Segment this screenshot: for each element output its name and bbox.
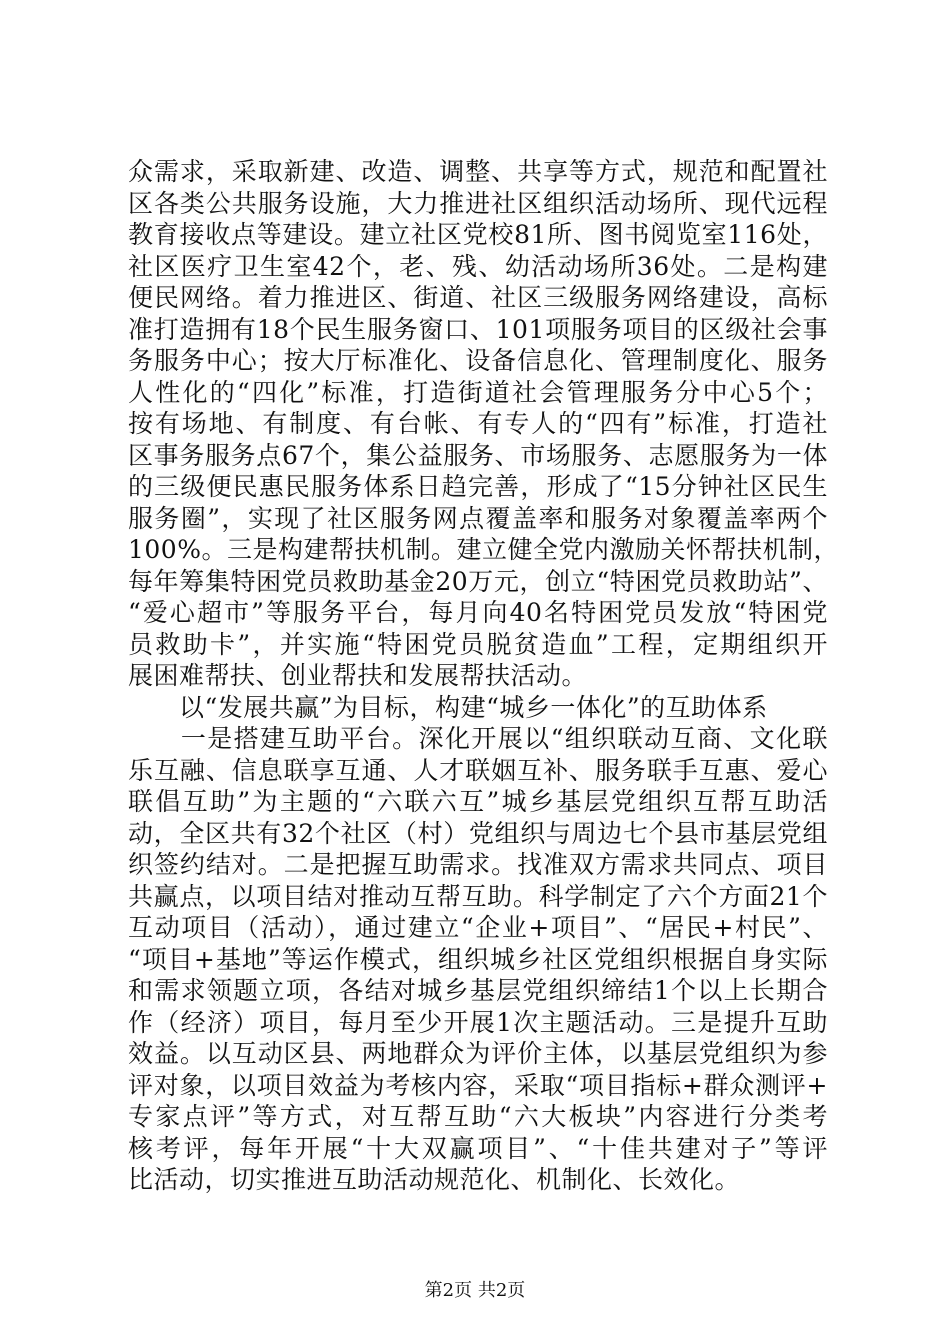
text-line: 乐互融、信息联享互通、人才联姻互补、服务联手互惠、爱心 [128,755,828,785]
text-line: 区各类公共服务设施，大力推进社区组织活动场所、现代远程 [128,188,828,218]
text-line: 便民网络。着力推进区、街道、社区三级服务网络建设，高标 [128,283,828,312]
page-number-footer: 第2页 共2页 [424,1280,526,1301]
text-line: 织签约结对。二是把握互助需求。找准双方需求共同点、项目 [128,850,828,879]
text-line: 务服务中心；按大厅标准化、设备信息化、管理制度化、服务 [128,346,828,375]
text-line: 效益。以互动区县、两地群众为评价主体，以基层党组织为参 [128,1039,828,1068]
text-line: “爱心超市”等服务平台，每月向40名特困党员发放“特困党 [128,598,828,627]
text-line: 的三级便民惠民服务体系日趋完善，形成了“15分钟社区民生 [128,472,828,501]
text-line: 服务圈”，实现了社区服务网点覆盖率和服务对象覆盖率两个 [128,503,828,533]
text-line: 社区医疗卫生室42个，老、残、幼活动场所36处。二是构建 [128,251,828,281]
text-line: 作（经济）项目，每月至少开展1次主题活动。三是提升互助 [128,1007,828,1037]
text-line: 专家点评”等方式，对互帮互助“六大板块”内容进行分类考 [128,1102,828,1131]
text-line: 共赢点，以项目结对推动互帮互助。科学制定了六个方面21个 [128,881,828,911]
text-line: 人性化的“四化”标准，打造街道社会管理服务分中心5个； [128,377,828,407]
text-line: 准打造拥有18个民生服务窗口、101项服务项目的区级社会事 [128,314,828,344]
text-line: 区事务服务点67个，集公益服务、市场服务、志愿服务为一体 [128,440,828,470]
text-line: “项目+基地”等运作模式，组织城乡社区党组织根据自身实际 [128,944,828,974]
text-line: 和需求领题立项，各结对城乡基层党组织缔结1个以上长期合 [128,976,828,1005]
text-line: 比活动，切实推进互助活动规范化、机制化、长效化。 [128,1165,741,1194]
text-line: 一是搭建互助平台。深化开展以“组织联动互商、文化联 [128,724,828,753]
text-line: 联倡互助”为主题的“六联六互”城乡基层党组织互帮互助活 [128,787,828,816]
text-line: 众需求，采取新建、改造、调整、共享等方式，规范和配置社 [128,157,828,186]
text-line: 评对象，以项目效益为考核内容，采取“项目指标+群众测评+ [128,1070,828,1100]
text-line: 核考评，每年开展“十大双赢项目”、“十佳共建对子”等评 [128,1133,828,1163]
section-heading: 以“发展共赢”为目标，构建“城乡一体化”的互助体系 [128,692,768,722]
text-line: 员救助卡”，并实施“特困党员脱贫造血”工程，定期组织开 [128,629,828,659]
text-line: 按有场地、有制度、有台帐、有专人的“四有”标准，打造社 [128,409,828,438]
text-line: 每年筹集特困党员救助基金20万元，创立“特困党员救助站”、 [128,566,828,596]
text-line: 动，全区共有32个社区（村）党组织与周边七个县市基层党组 [128,818,828,848]
document-body [128,156,839,1196]
text-line: 互动项目（活动），通过建立“企业+项目”、“居民+村民”、 [128,913,828,942]
text-line: 教育接收点等建设。建立社区党校81所、图书阅览室116处， [128,220,828,249]
text-line: 100%。三是构建帮扶机制。建立健全党内激励关怀帮扶机制， [128,535,839,564]
text-line: 展困难帮扶、创业帮扶和发展帮扶活动。 [128,661,588,690]
